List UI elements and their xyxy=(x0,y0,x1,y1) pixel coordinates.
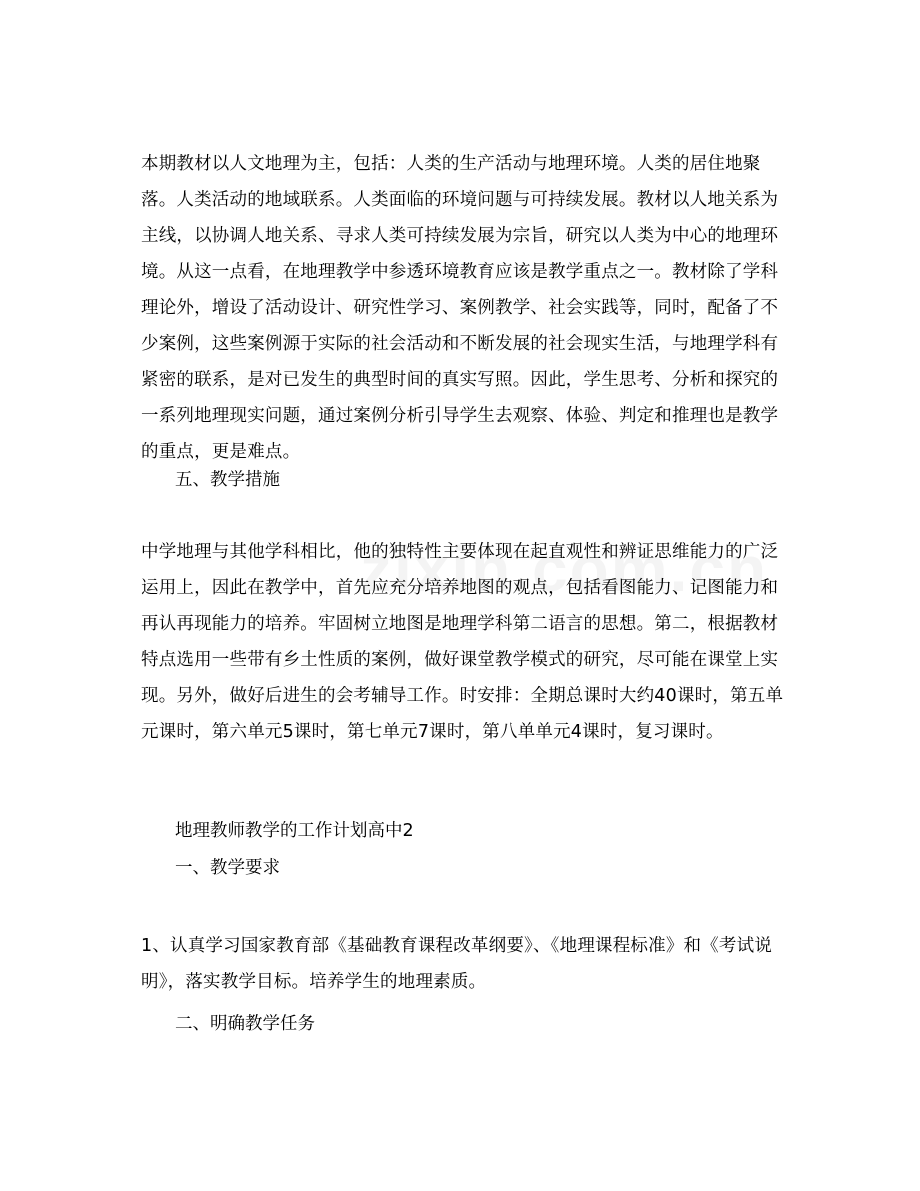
paragraph-requirement-1: 1、认真学习国家教育部《基础教育课程改革纲要》、《地理课程标准》和《考试说明》，落实教学目标。培养学生的地理素质。 xyxy=(141,936,773,992)
document-subtitle: 地理教师教学的工作计划高中2 xyxy=(175,821,414,841)
paragraph-teaching-measures: 中学地理与其他学科相比，他的独特性主要体现在起直观性和辨证思维能力的广泛运用上，因此在教学中，首先应充分培养地图的观点，包括看图能力、记图能力和再认再现能力的培养。牢固树立地图是地理学科第二语言的思想。第二，根据教材特点选用一些带有乡土性质的案例，做好课堂教学模式的研究，尽可能在课堂上实现。另外，做好后进生的会考辅导工作。时安排：全期总课时大约40课时，第五单元课时，第六单元5课时，第七单元7课时，第八单单元4课时，复习课时。 xyxy=(141,542,784,742)
heading-teaching-requirements: 一、教学要求 xyxy=(175,858,280,878)
heading-clear-tasks: 二、明确教学任务 xyxy=(175,1014,315,1034)
paragraph-textbook-overview: 本期教材以人文地理为主，包括：人类的生产活动与地理环境。人类的居住地聚落。人类活动的地域联系。人类面临的环境问题与可持续发展。教材以人地关系为主线，以协调人地关系、寻求人类可持续发展为宗旨，研究以人类为中心的地理环境。从这一点看，在地理教学中参透环境教育应该是教学重点之一。教材除了学科理论外，增设了活动设计、研究性学习、案例教学、社会实践等，同时，配备了不少案例，这些案例源于实际的社会活动和不断发展的社会现实生活，与地理学科有紧密的联系，是对已发生的典型时间的真实写照。因此，学生思考、分析和探究的一系列地理现实问题，通过案例分析引导学生去观察、体验、判定和推理也是教学的重点，更是难点。 xyxy=(141,154,779,462)
heading-teaching-measures: 五、教学措施 xyxy=(175,470,280,490)
